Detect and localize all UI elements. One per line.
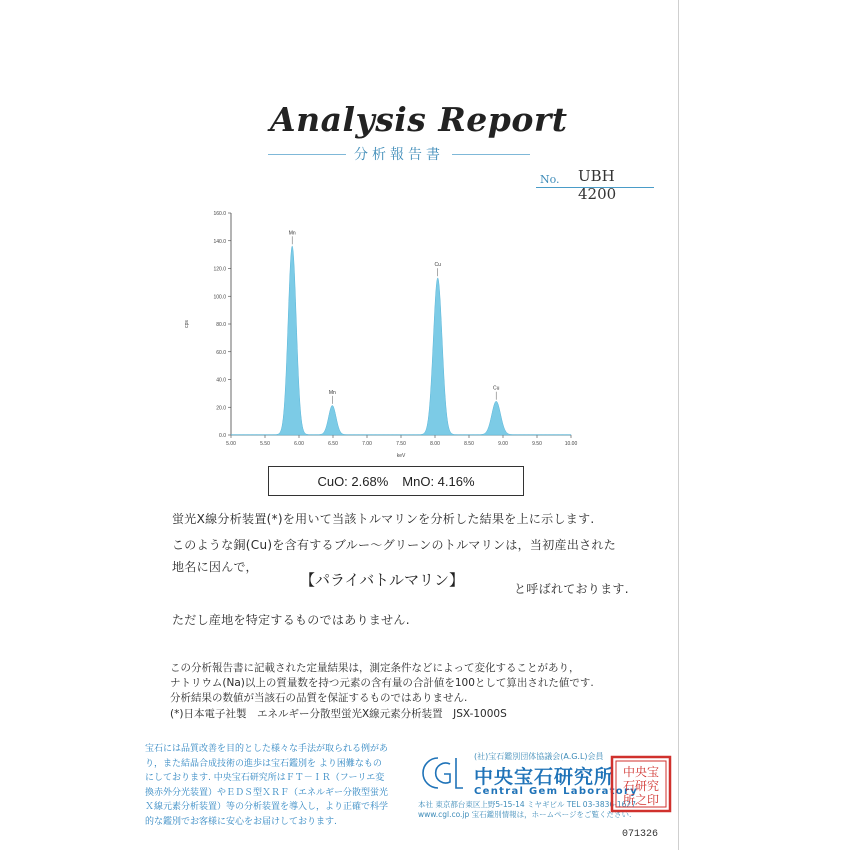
x-tick-label: 8.00 (430, 441, 440, 447)
disclaimer-line: り，また結晶合成技術の進歩は宝石鑑別を より困難なもの (145, 758, 382, 769)
y-tick-label: 160.0 (213, 211, 226, 217)
xrf-spectrum-chart (178, 203, 588, 468)
composition-result-box (268, 466, 524, 496)
x-tick-label: 10.00 (564, 441, 578, 447)
note-line-3: 分析結果の数値が当該石の品質を保証するものではありません. (170, 692, 468, 704)
disclaimer-line: 宝石には品質改善を目的とした様々な手法が取られる例があ (145, 744, 389, 754)
x-tick-label: 7.00 (362, 441, 372, 447)
report-subtitle (268, 144, 530, 164)
body-line-4: と呼ばれております. (514, 582, 629, 596)
y-tick-label: 40.0 (216, 377, 226, 384)
body-line-5: ただし産地を特定するものではありません. (172, 613, 410, 627)
lab-name-japanese: 中央宝石研究所 (474, 766, 615, 788)
subtitle-text: 分析報告書 (354, 147, 444, 163)
peak-label: Cu (492, 385, 500, 392)
mno-result: MnO: 4.16% (402, 473, 475, 489)
lab-seal-stamp-icon (610, 755, 672, 813)
body-line-1: 蛍光X線分析装置(*)を用いて当該トルマリンを分析した結果を上に示します. (172, 512, 595, 526)
subtitle-rule-right (452, 154, 530, 155)
report-number (536, 165, 654, 203)
footer-disclaimer (145, 742, 389, 829)
subtitle-rule-left (268, 154, 346, 155)
spectrum-svg (178, 203, 588, 468)
body-line-2: このような銅(Cu)を含有するブルー～グリーンのトルマリンは，当初産出された (172, 538, 617, 552)
x-tick-label: 5.00 (226, 441, 236, 447)
report-number-value: UBH 4200 (578, 167, 617, 203)
council-membership: (社)宝石鑑別団体協議会(A.G.L)会員 (474, 752, 604, 761)
note-line-4: (*)日本電子社製 エネルギー分散型蛍光X線元素分析装置 JSX-1000S (170, 708, 507, 720)
x-tick-label: 8.50 (464, 441, 474, 447)
disclaimer-line: 的な鑑別でお客様に安心をお届けしております. (145, 816, 337, 827)
x-tick-label: 5.50 (260, 441, 270, 447)
disclaimer-line: 換赤外分光装置）やＥＤＳ型ＸＲＦ（エネルギー分散型蛍光 (145, 787, 389, 798)
lab-website: www.cgl.co.jp 宝石鑑別情報は，ホームページをご覧ください. (418, 810, 632, 819)
peak-label: Mn (288, 230, 296, 237)
x-tick-label: 7.50 (396, 441, 406, 447)
x-tick-label: 6.50 (328, 441, 338, 447)
serial-number: 071326 (622, 829, 659, 840)
x-tick-label: 6.00 (294, 441, 304, 447)
cuo-result: CuO: 2.68% (317, 473, 389, 489)
y-tick-label: 100.0 (213, 294, 226, 301)
note-line-1: この分析報告書に記載された定量結果は，測定条件などによって変化することがあり， (170, 662, 580, 674)
cgl-logo-icon (416, 752, 464, 794)
disclaimer-line: Ｘ線元素分析装置）等の分析装置を導入し，より正確で科学 (145, 802, 389, 812)
y-tick-label: 60.0 (216, 349, 226, 356)
y-tick-label: 140.0 (213, 238, 226, 245)
disclaimer-line: にしております. 中央宝石研究所はＦＴ－ＩＲ（フーリエ変 (145, 773, 385, 783)
y-tick-label: 120.0 (213, 266, 226, 273)
y-tick-label: 0.0 (219, 433, 226, 439)
peak-label: Cu (434, 262, 441, 269)
svg-text:所之印: 所之印 (622, 793, 660, 807)
x-tick-label: 9.00 (498, 441, 508, 447)
tourmaline-name: 【パライバトルマリン】 (300, 571, 464, 589)
y-tick-label: 20.0 (216, 405, 226, 412)
y-axis-label: cps (184, 320, 190, 328)
x-tick-label: 9.50 (532, 441, 542, 447)
lab-name-english: Central Gem Laboratory (474, 786, 639, 797)
note-line-2: ナトリウム(Na)以上の質量数を持つ元素の含有量の合計値を100として算出された値です. (170, 677, 594, 689)
lab-address: 本社 東京都台東区上野5-15-14 ミヤギビル TEL 03-3836-1627 (418, 800, 636, 809)
svg-text:中央宝: 中央宝 (622, 765, 660, 779)
spectrum-series (231, 246, 571, 435)
peak-label: Mn (328, 389, 336, 396)
svg-text:石研究: 石研究 (622, 779, 660, 793)
report-number-label: No. (540, 173, 560, 186)
y-tick-label: 80.0 (216, 322, 226, 328)
report-title: Analysis Report (270, 100, 568, 139)
body-line-3: 地名に因んで， (172, 560, 258, 574)
x-axis-label: keV (396, 453, 406, 459)
